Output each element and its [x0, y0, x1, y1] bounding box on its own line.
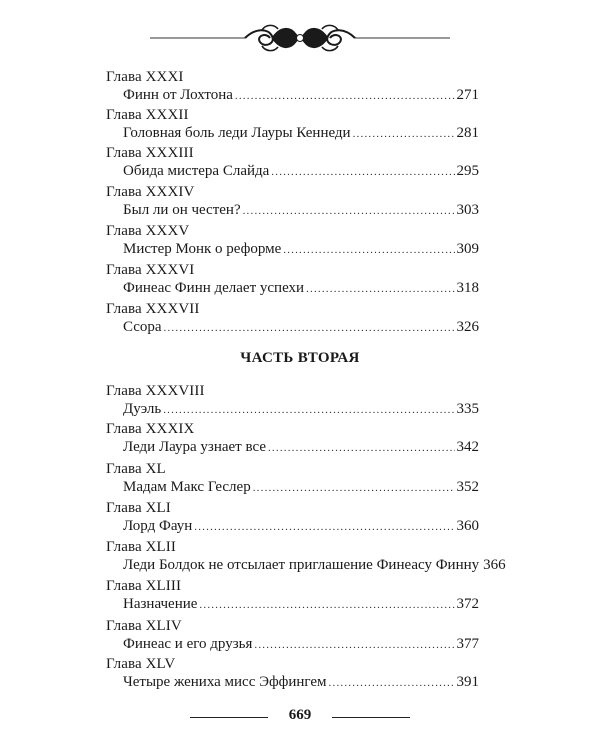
- entry-title: Дуэль: [123, 401, 162, 417]
- entry-title: Мистер Монк о реформе: [123, 241, 282, 257]
- toc-entry[interactable]: [123, 478, 479, 497]
- dot-leader: [271, 163, 454, 181]
- chapter-label: Глава XLV: [106, 656, 176, 672]
- entry-title: Четыре жениха мисс Эффингем: [123, 674, 327, 690]
- dot-leader: [235, 87, 455, 105]
- entry-title: Леди Болдок не отсылает приглашение Финеасу Финну: [123, 557, 480, 573]
- entry-title: Головная боль леди Лауры Кеннеди: [123, 125, 351, 141]
- toc-entry[interactable]: [123, 556, 506, 575]
- header-ornament-icon: [150, 20, 450, 56]
- chapter-label: Глава XXXVIII: [106, 383, 205, 399]
- entry-title: Был ли он честен?: [123, 202, 241, 218]
- toc-entry[interactable]: [123, 438, 479, 457]
- entry-page: 352: [456, 479, 479, 495]
- chapter-label: Глава XXXVI: [106, 262, 195, 278]
- entry-title: Обида мистера Слайда: [123, 163, 270, 179]
- entry-page: 281: [456, 125, 479, 141]
- dot-leader: [353, 125, 455, 143]
- toc-entry[interactable]: [123, 635, 479, 654]
- chapter-label: Глава XXXI: [106, 69, 184, 85]
- dot-leader: [254, 636, 454, 654]
- part-two-heading: ЧАСТЬ ВТОРАЯ: [240, 350, 360, 366]
- toc-entry[interactable]: [123, 517, 479, 536]
- entry-page: 366: [483, 557, 506, 573]
- entry-title: Финеас Финн делает успехи: [123, 280, 305, 296]
- entry-page: 377: [456, 636, 479, 652]
- entry-title: Леди Лаура узнает все: [123, 439, 266, 455]
- chapter-label: Глава XLIV: [106, 618, 182, 634]
- entry-page: 326: [456, 319, 479, 335]
- toc-entry[interactable]: [123, 124, 479, 143]
- chapter-label: Глава XXXII: [106, 107, 189, 123]
- dot-leader: [306, 280, 454, 298]
- entry-page: 271: [456, 87, 479, 103]
- chapter-label: Глава XLIII: [106, 578, 182, 594]
- toc-entry[interactable]: [123, 595, 479, 614]
- entry-page: 318: [456, 280, 479, 296]
- chapter-label: Глава XXXIII: [106, 145, 194, 161]
- entry-title: Финн от Лохтона: [123, 87, 233, 103]
- footer-rule-right: [332, 717, 410, 718]
- toc-entry[interactable]: [123, 201, 479, 220]
- entry-title: Назначение: [123, 596, 198, 612]
- page-footer: [190, 705, 410, 729]
- entry-page: 309: [456, 241, 479, 257]
- chapter-label: Глава XXXIV: [106, 184, 195, 200]
- entry-title: Лорд Фаун: [123, 518, 193, 534]
- toc-entry[interactable]: [123, 162, 479, 181]
- chapter-label: Глава XL: [106, 461, 166, 477]
- toc-entry[interactable]: [123, 400, 479, 419]
- entry-title: Мадам Макс Геслер: [123, 479, 251, 495]
- entry-title: Финеас и его друзья: [123, 636, 253, 652]
- chapter-label: Глава XXXVII: [106, 301, 200, 317]
- entry-page: 303: [456, 202, 479, 218]
- chapter-label: Глава XXXIX: [106, 421, 195, 437]
- dot-leader: [283, 241, 454, 259]
- entry-title: Ссора: [123, 319, 162, 335]
- entry-page: 295: [456, 163, 479, 179]
- dot-leader: [243, 202, 455, 220]
- toc-entry[interactable]: [123, 279, 479, 298]
- toc-entry[interactable]: [123, 240, 479, 259]
- entry-page: 335: [456, 401, 479, 417]
- entry-page: 360: [456, 518, 479, 534]
- entry-page: 372: [456, 596, 479, 612]
- dot-leader: [194, 518, 454, 536]
- dot-leader: [164, 319, 455, 337]
- dot-leader: [253, 479, 455, 497]
- toc-entry[interactable]: [123, 673, 479, 692]
- dot-leader: [163, 401, 454, 419]
- toc-entry[interactable]: [123, 318, 479, 337]
- entry-page: 342: [456, 439, 479, 455]
- toc-entry[interactable]: [123, 86, 479, 105]
- dot-leader: [199, 596, 454, 614]
- dot-leader: [329, 674, 455, 692]
- chapter-label: Глава XXXV: [106, 223, 190, 239]
- chapter-label: Глава XLII: [106, 539, 176, 555]
- dot-leader: [268, 439, 455, 457]
- entry-page: 391: [456, 674, 479, 690]
- page-number: 669: [288, 707, 312, 723]
- chapter-label: Глава XLI: [106, 500, 171, 516]
